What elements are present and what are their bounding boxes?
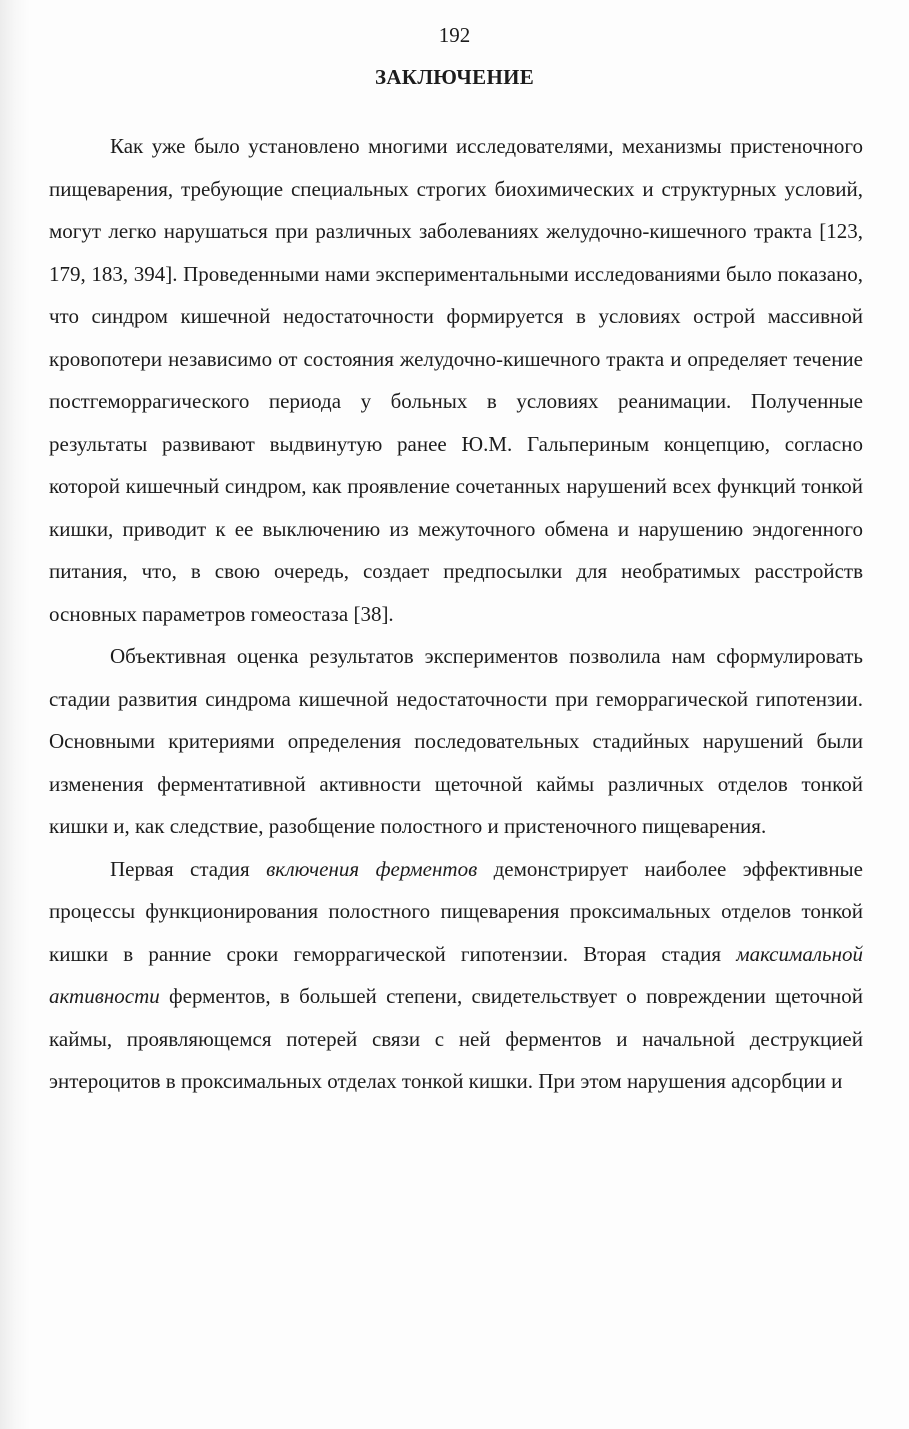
body-text xyxy=(49,125,863,1103)
italic-term: включения ферментов xyxy=(266,856,478,881)
paragraph-text: Первая стадия xyxy=(110,856,267,881)
paragraph-text: ферментов, в большей степени, свидетельствует о повреждении щеточной каймы, проявляющемся потерей связи с ней ферментов и начальной деструкцией энтероцитов в проксимальных отделах тонкой кишки. При этом нарушения адсорбции и xyxy=(49,984,863,1093)
paragraph-text: демонстрирует наиболее эффективные процессы функционирования полостного пищеварения проксимальных отделов тонкой кишки в ранние сроки геморрагической гипотензии. Вторая стадия xyxy=(49,856,863,966)
paragraph-text: Объективная оценка результатов экспериментов позволила нам сформулировать стадии развития синдрома кишечной недостаточности при геморрагической гипотензии. Основными критериями определения последовательных стадийных нарушений были изменения ферментативной активности щеточной каймы различных отделов тонкой кишки и, как следствие, разобщение полостного и пристеночного пищеварения. xyxy=(49,644,863,838)
paragraph-text: Как уже было установлено многими исследователями, механизмы пристеночного пищеварения, требующие специальных строгих биохимических и структурных условий, могут легко нарушаться при различных заболеваниях желудочно-кишечного тракта [123, 179, 183, 394]. Проведенными нами экспериментальными исследованиями было показано, что синдром кишечной недостаточности формируется в условиях острой массивной кровопотери независимо от состояния желудочно-кишечного тракта и определяет течение постгеморрагического периода у больных в условиях реанимации. Полученные результаты развивают выдвинутую ранее Ю.М. Гальпериным концепцию, согласно которой кишечный синдром, как проявление сочетанных нарушений всех функций тонкой кишки, приводит к ее выключению из межуточного обмена и нарушению эндогенного питания, что, в свою очередь, создает предпосылки для необратимых расстройств основных параметров гомеостаза [38]. xyxy=(49,134,863,626)
italic-term: максимальной активности xyxy=(49,941,863,1008)
page-title: ЗАКЛЮЧЕНИЕ xyxy=(374,65,535,89)
paragraph-2 xyxy=(49,635,863,848)
paragraph-3 xyxy=(49,848,863,1103)
page-number: 192 xyxy=(438,23,471,47)
scan-edge-shadow xyxy=(0,0,30,1429)
paragraph-1 xyxy=(49,125,863,635)
